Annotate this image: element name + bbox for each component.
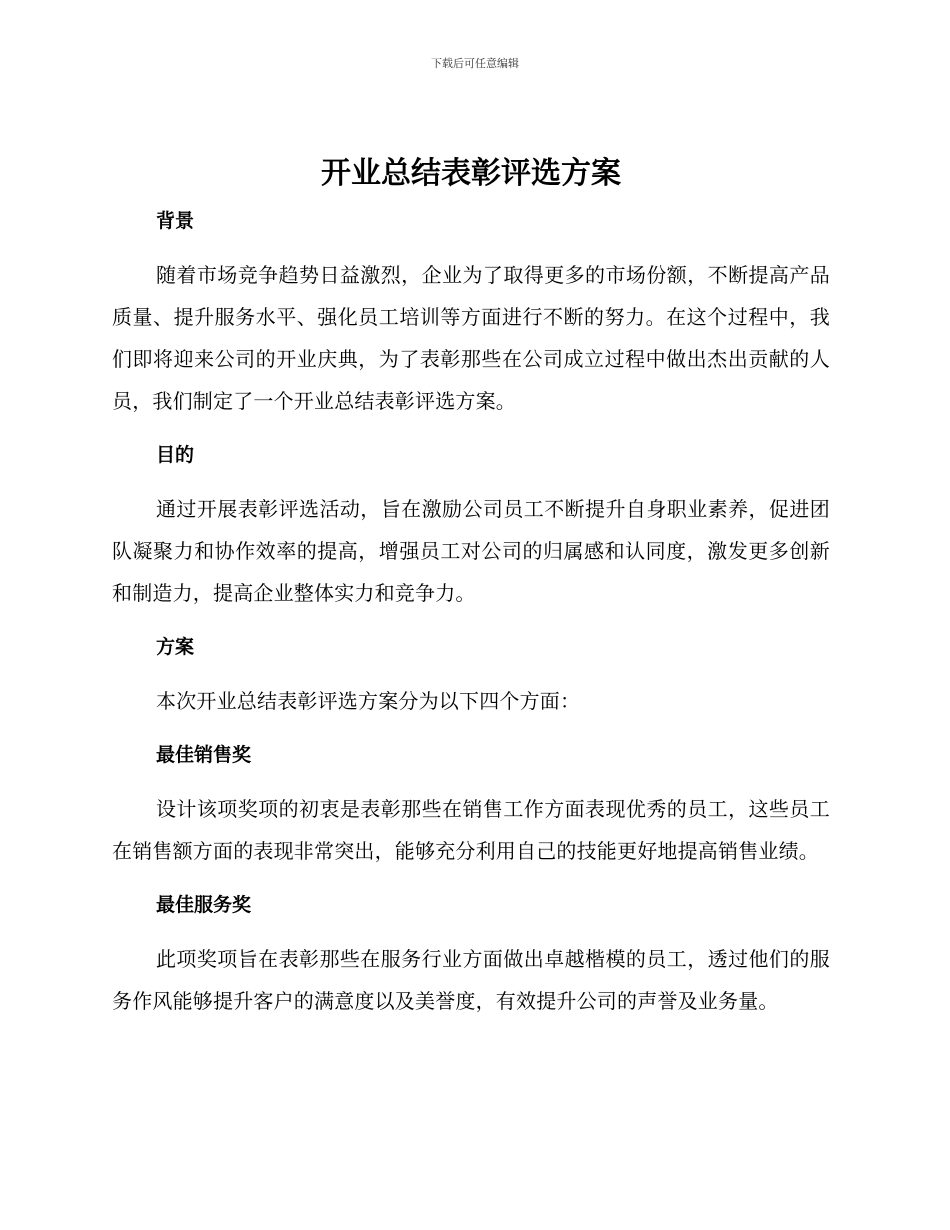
section-heading-background: 背景 — [156, 210, 195, 232]
section-paragraph-background: 随着市场竞争趋势日益激烈，企业为了取得更多的市场份额，不断提高产品质量、提升服务水平、强化员工培训等方面进行不断的努力。在这个过程中，我们即将迎来公司的开业庆典，为了表彰那些在公司成立过程中做出杰出贡献的人员，我们制定了一个开业总结表彰评选方案。 — [112, 263, 830, 413]
document-body — [112, 150, 830, 1022]
section-heading-purpose: 目的 — [156, 444, 195, 466]
section-heading-plan: 方案 — [156, 636, 195, 658]
section-paragraph-best-sales-award: 设计该项奖项的初衷是表彰那些在销售工作方面表现优秀的员工，这些员工在销售额方面的表现非常突出，能够充分利用自己的技能更好地提高销售业绩。 — [112, 797, 830, 863]
section-paragraph-purpose: 通过开展表彰评选活动，旨在激励公司员工不断提升自身职业素养，促进团队凝聚力和协作效率的提高，增强员工对公司的归属感和认同度，激发更多创新和制造力，提高企业整体实力和竞争力。 — [112, 497, 830, 605]
section-paragraph-best-service-award: 此项奖项旨在表彰那些在服务行业方面做出卓越楷模的员工，透过他们的服务作风能够提升客户的满意度以及美誉度，有效提升公司的声誉及业务量。 — [112, 947, 830, 1013]
section-heading-best-service-award: 最佳服务奖 — [156, 894, 252, 916]
header-note: 下载后可任意编辑 — [431, 57, 519, 70]
document-title: 开业总结表彰评选方案 — [321, 156, 621, 191]
section-paragraph-plan: 本次开业总结表彰评选方案分为以下四个方面： — [156, 689, 581, 713]
section-heading-best-sales-award: 最佳销售奖 — [156, 744, 252, 766]
